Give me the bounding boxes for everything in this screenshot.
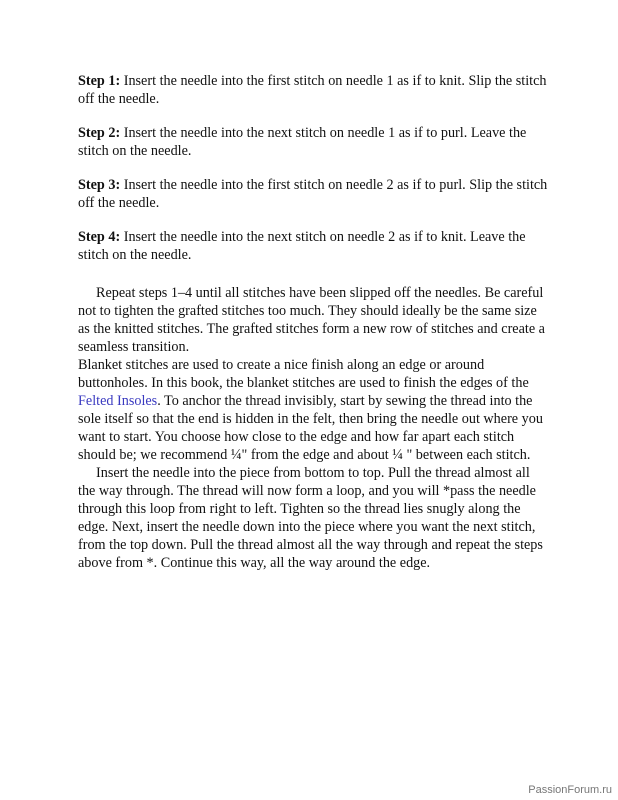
step-4-text: Insert the needle into the next stitch on needle 2 as if to knit. Leave the stitch on the needle.	[78, 229, 526, 263]
step-3	[78, 176, 548, 212]
step-1-text: Insert the needle into the first stitch on needle 1 as if to knit. Slip the stitch off the needle.	[78, 73, 547, 107]
document-page	[78, 72, 548, 572]
watermark: PassionForum.ru	[528, 784, 612, 796]
blanket-text-after: . To anchor the thread invisibly, start by sewing the thread into the sole itself so that the end is hidden in the felt, then bring the needle out where you want to start. You choose how close to the edge and how far apart each stitch should be; we recommend ¼" from the edge and about ¼ " between each stitch.	[78, 393, 543, 463]
insert-needle-paragraph: Insert the needle into the piece from bottom to top. Pull the thread almost all the way through. The thread will now form a loop, and you will *pass the needle through this loop from right to left. Tighten so the thread lies snugly along the edge. Next, insert the needle down into the piece where you want the next stitch, from the top down. Pull the thread almost all the way through and repeat the steps above from *. Continue this way, all the way around the edge.	[78, 465, 543, 571]
blanket-stitch-paragraph	[78, 356, 548, 464]
felted-insoles-link[interactable]: Felted Insoles	[78, 393, 158, 409]
step-2-text: Insert the needle into the next stitch on needle 1 as if to purl. Leave the stitch on the needle.	[78, 125, 527, 159]
step-1	[78, 72, 548, 108]
step-4-label: Step 4:	[78, 229, 121, 245]
step-4	[78, 228, 548, 264]
step-3-label: Step 3:	[78, 177, 121, 193]
blanket-text-before: Blanket stitches are used to create a nice finish along an edge or around buttonholes. In this book, the blanket stitches are used to finish the edges of the	[78, 357, 529, 391]
step-3-text: Insert the needle into the first stitch on needle 2 as if to purl. Slip the stitch off the needle.	[78, 177, 548, 211]
step-1-label: Step 1:	[78, 73, 121, 89]
step-2-label: Step 2:	[78, 125, 121, 141]
step-2	[78, 124, 548, 160]
repeat-paragraph: Repeat steps 1–4 until all stitches have been slipped off the needles. Be careful not to tighten the grafted stitches too much. They should ideally be the same size as the knitted stitches. The grafted stitches form a new row of stitches and create a seamless transition.	[78, 285, 545, 355]
